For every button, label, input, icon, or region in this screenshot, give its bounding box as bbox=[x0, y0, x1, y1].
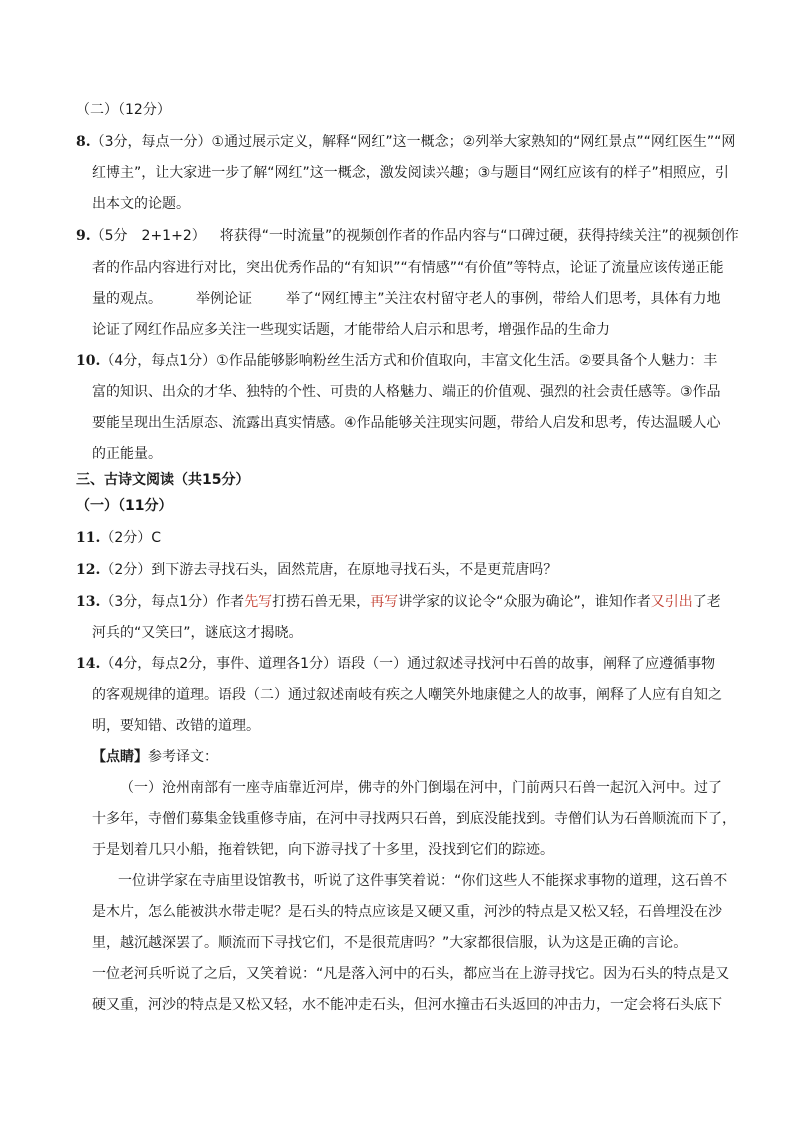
q14-line-2: 的客观规律的道理。语段（二）通过叙述南岐有疾之人嘲笑外地康健之人的故事，阐释了人应有自知之 bbox=[92, 687, 722, 703]
section-2-header bbox=[76, 100, 776, 120]
q13-highlight-3: 又引出 bbox=[650, 594, 693, 610]
translation-line-1: （一）沧州南部有一座寺庙靠近河岸，佛寺的外门倒塌在河中，门前两只石兽一起沉入河中。过了 bbox=[120, 780, 722, 796]
q9-text-4: 举了“网红博主”关注农村留守老人的事例，带给人们思考，具体有力地 bbox=[286, 291, 721, 307]
q12-text: （2分）到下游去寻找石头，固然荒唐，在原地寻找石头，不是更荒唐吗？ bbox=[100, 562, 558, 578]
dianjing-label: 【点睛】 bbox=[92, 749, 148, 765]
q13-line-1 bbox=[76, 592, 776, 612]
q9-line-3 bbox=[92, 289, 782, 309]
q8-line-1 bbox=[76, 132, 776, 152]
q9-line-4: 论证了网红作品应多关注一些现实话题，才能带给人启示和思考，增强作品的生命力 bbox=[92, 322, 610, 338]
translation-line-2: 十多年，寺僧们募集金钱重修寺庙，在河中寻找两只石兽，到底没能找到。寺僧们认为石兽顺流而下了， bbox=[92, 811, 736, 827]
translation-line-5: 是木片，怎么能被洪水带走呢？是石头的特点应该是又硬又重，河沙的特点是又松又轻，石兽埋没在沙 bbox=[92, 904, 722, 920]
q9-line-1 bbox=[76, 226, 776, 246]
q8-line-3: 出本文的论题。 bbox=[92, 196, 190, 212]
q13-part3: 讲学家的议论令“众服为确论”，谁知作者 bbox=[398, 594, 651, 610]
q14-line-3: 明，要知错、改错的道理。 bbox=[92, 718, 260, 734]
q11-text: （2分）C bbox=[100, 530, 162, 546]
translation-line-4: 一位讲学家在寺庙里设馆教书，听说了这件事笑着说：“你们这些人不能探求事物的道理，这石兽不 bbox=[118, 873, 728, 889]
section-2-header-text: （二）（12分） bbox=[76, 102, 171, 118]
translation-line-8: 硬又重，河沙的特点是又松又轻，水不能冲走石头，但河水撞击石头返回的冲击力，一定会将石头底下 bbox=[92, 997, 722, 1013]
q13-part4: 了老 bbox=[692, 594, 721, 610]
q13-line-2: 河兵的“又笑曰”，谜底这才揭晓。 bbox=[92, 625, 303, 641]
q10-line-2: 富的知识、出众的才华、独特的个性、可贵的人格魅力、端正的价值观、强烈的社会责任感等。③作品 bbox=[92, 384, 721, 400]
translation-line-3: 于是划着几只小船，拖着铁钯，向下游寻找了十多里，没找到它们的踪迹。 bbox=[92, 842, 554, 858]
q9-text-3: 量的观点。 bbox=[92, 291, 162, 307]
dianjing-line bbox=[92, 747, 782, 767]
section-3-header: 三、古诗文阅读（共15分） bbox=[76, 472, 250, 488]
section-3-sub: （一）（11分） bbox=[76, 498, 173, 514]
q14-text-1: （4分，每点2分，事件、道理各1分）语段（一）通过叙述寻找河中石兽的故事，阐释了应遵循事物 bbox=[100, 656, 716, 672]
q9-method: 举例论证 bbox=[196, 291, 252, 307]
translation-line-7: 一位老河兵听说了之后，又笑着说：“凡是落入河中的石头，都应当在上游寻找它。因为石头的特点是又 bbox=[92, 966, 730, 982]
q12-line bbox=[76, 560, 776, 580]
q9-head: （5分 bbox=[90, 228, 128, 244]
q14-number: 14. bbox=[76, 656, 101, 672]
q10-line-4: 的正能量。 bbox=[92, 446, 162, 462]
q8-line-2: 红博主”，让大家进一步了解“网红”这一概念，激发阅读兴趣；③与题目“网红应该有的样子”相照应，引 bbox=[92, 165, 729, 181]
q13-number: 13. bbox=[76, 594, 101, 610]
q9-text-1: 将获得“一时流量”的视频创作者的作品内容与“口碑过硬，获得持续关注”的视频创作 bbox=[219, 228, 739, 244]
q9-line-2: 者的作品内容进行对比，突出优秀作品的“有知识”“有情感”“有价值”等特点，论证了流量应该传递正能 bbox=[92, 260, 724, 276]
q13-part1: （3分，每点1分）作者 bbox=[100, 594, 245, 610]
q9-number: 9. bbox=[76, 228, 91, 244]
dianjing-text: 参考译文： bbox=[148, 749, 218, 765]
q14-line-1 bbox=[76, 654, 776, 674]
q11-line bbox=[76, 528, 776, 548]
q9-score-detail: 2+1+2） bbox=[141, 228, 206, 244]
q13-part2: 打捞石兽无果， bbox=[272, 594, 371, 610]
q13-highlight-2: 再写 bbox=[370, 594, 399, 610]
q10-text-1: （4分，每点1分）①作品能够影响粉丝生活方式和价值取向，丰富文化生活。②要具备个人魅力：丰 bbox=[100, 353, 718, 369]
q8-text-1: （3分，每点一分）①通过展示定义，解释“网红”这一概念；②列举大家熟知的“网红景点”“网红医生”“网 bbox=[90, 134, 736, 150]
q12-number: 12. bbox=[76, 562, 101, 578]
translation-line-6: 里，越沉越深罢了。顺流而下寻找它们，不是很荒唐吗？”大家都很信服，认为这是正确的言论。 bbox=[92, 935, 688, 951]
q10-line-1 bbox=[76, 351, 776, 371]
q10-line-3: 要能呈现出生活原态、流露出真实情感。④作品能够关注现实问题，带给人启发和思考，传达温暖人心 bbox=[92, 415, 721, 431]
q8-number: 8. bbox=[76, 134, 91, 150]
q11-number: 11. bbox=[76, 530, 101, 546]
q13-highlight-1: 先写 bbox=[244, 594, 273, 610]
q10-number: 10. bbox=[76, 353, 101, 369]
